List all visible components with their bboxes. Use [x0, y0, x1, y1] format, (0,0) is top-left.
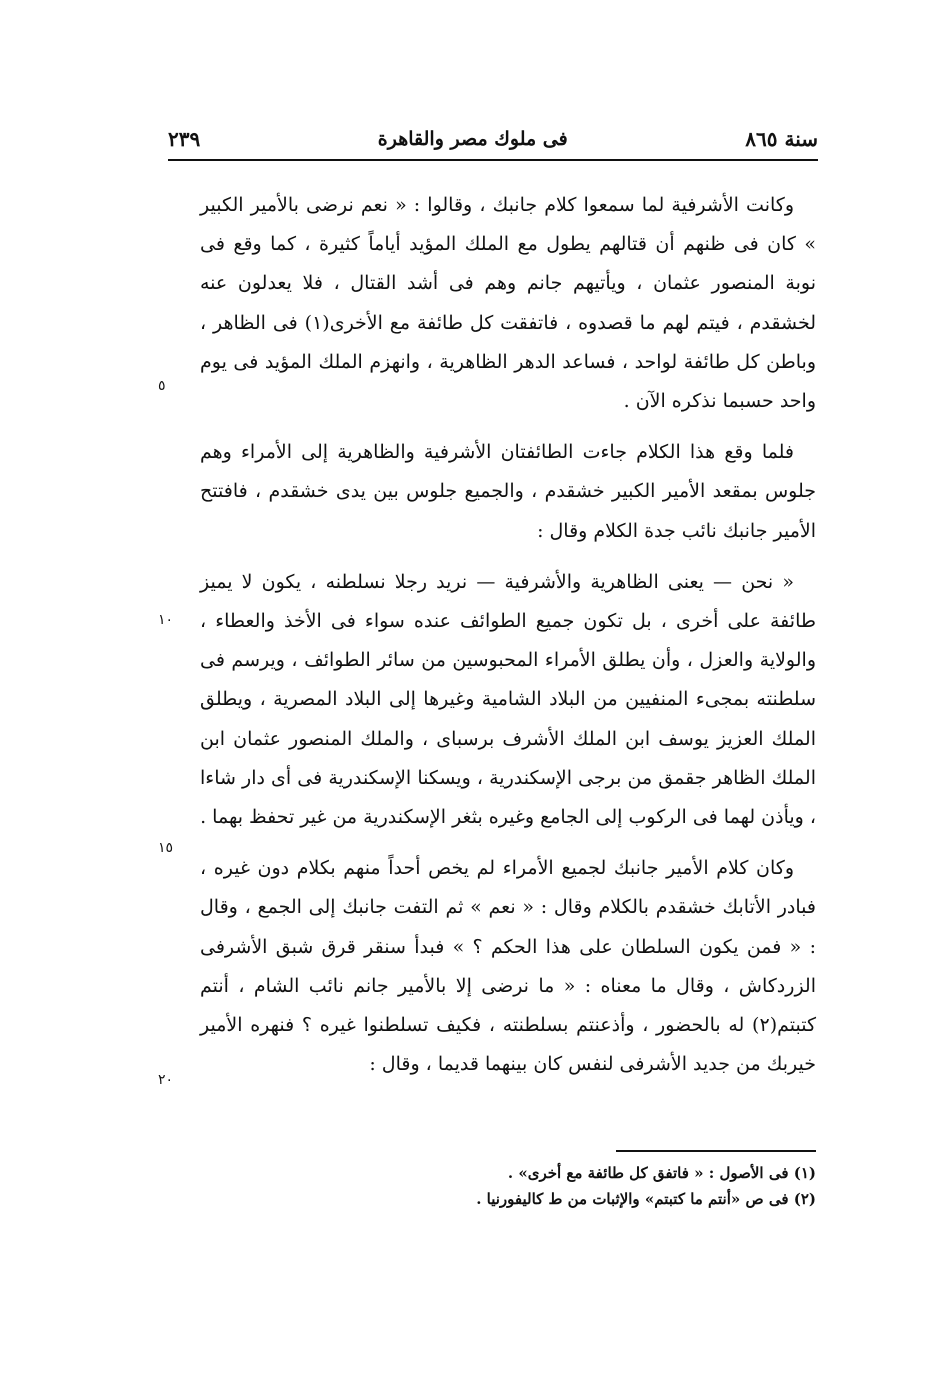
running-header: [168, 124, 818, 154]
paragraph-1: وكانت الأشرفية لما سمعوا كلام جانبك ، وقالوا : « نعم نرضى بالأمير الكبير » كان فى ظنهم أن قتالهم يطول مع الملك المؤيد أياماً كثيرة ، كما وقع فى نوبة المنصور عثمان ، ويأتيهم جانم وهم فى أشد القتال ، فلا يعدلون عنه لخشقدم ، فيتم لهم ما قصدوه ، فاتفقت كل طائفة مع الأخرى(١) فى الظاهر ، وباطن كل طائفة لواحد ، فساعد الدهر الظاهرية ، وانهزم الملك المؤيد فى يوم واحد حسبما نذكره الآن .: [200, 194, 816, 413]
header-year: سنة ٨٦٥: [745, 127, 818, 151]
line-number-20: ٢٠: [158, 1072, 174, 1088]
main-text: [200, 186, 816, 1084]
header-title: فى ملوك مصر والقاهرة: [377, 128, 568, 150]
header-rule: [168, 159, 818, 161]
line-number-15: ١٥: [158, 840, 174, 856]
footnote-2: (٢) فى ص «أنتم ما كتبتم» والإثبات من ط كاليفورنيا .: [476, 1190, 816, 1208]
footnote-rule: [616, 1150, 816, 1152]
footnotes: [300, 1160, 816, 1212]
line-number-5: ٥: [158, 378, 166, 394]
page-number: ٢٣٩: [168, 127, 201, 151]
paragraph-2: فلما وقع هذا الكلام جاءت الطائفتان الأشرفية والظاهرية إلى الأمراء وهم جلوس بمقعد الأمير الكبير خشقدم ، والجميع جلوس بين يدى خشقدم ، فافتتح الأمير جانبك نائب جدة الكلام وقال :: [200, 441, 816, 542]
paragraph-4: وكان كلام الأمير جانبك لجميع الأمراء لم يخص أحداً منهم بكلام دون غيره ، فبادر الأتابك خشقدم بالكلام وقال : « نعم » ثم التفت جانبك إلى الجمع ، وقال : « فمن يكون السلطان على هذا الحكم ؟ » فبدأ سنقر قرق شبق الأشرفى الزردكاش ، وقال ما معناه : « ما نرضى إلا بالأمير جانم نائب الشام ، أنتم كتبتم(٢) له بالحضور ، وأذعنتم بسلطنته ، فكيف تسلطنوا غيره ؟ فنهره الأمير خيربك من جديد الأشرفى لنفس كان بينهما قديما ، وقال :: [200, 857, 816, 1076]
line-number-10: ١٠: [158, 612, 174, 628]
footnote-1: (١) فى الأصول : « فاتفق كل طائفة مع أخرى» .: [507, 1164, 816, 1182]
paragraph-3: « نحن — يعنى الظاهرية والأشرفية — نريد رجلا نسلطنه ، يكون لا يميز طائفة على أخرى ، بل تكون جميع الطوائف عنده سواء فى الأخذ والعطاء ، والولاية والعزل ، وأن يطلق الأمراء المحبوسين من سائر الطوائف ، ويرسم فى سلطنته بمجىء المنفيين من البلاد الشامية وغيرها إلى البلاد المصرية ، ويطلق الملك العزيز يوسف ابن الملك الأشرف برسباى ، والملك المنصور عثمان ابن الملك الظاهر جقمق من برجى الإسكندرية ، ويسكنا الإسكندرية فى أى دار شاءا ، ويأذن لهما فى الركوب إلى الجامع وغيره بثغر الإسكندرية من غير تحفظ بهما .: [200, 570, 816, 829]
